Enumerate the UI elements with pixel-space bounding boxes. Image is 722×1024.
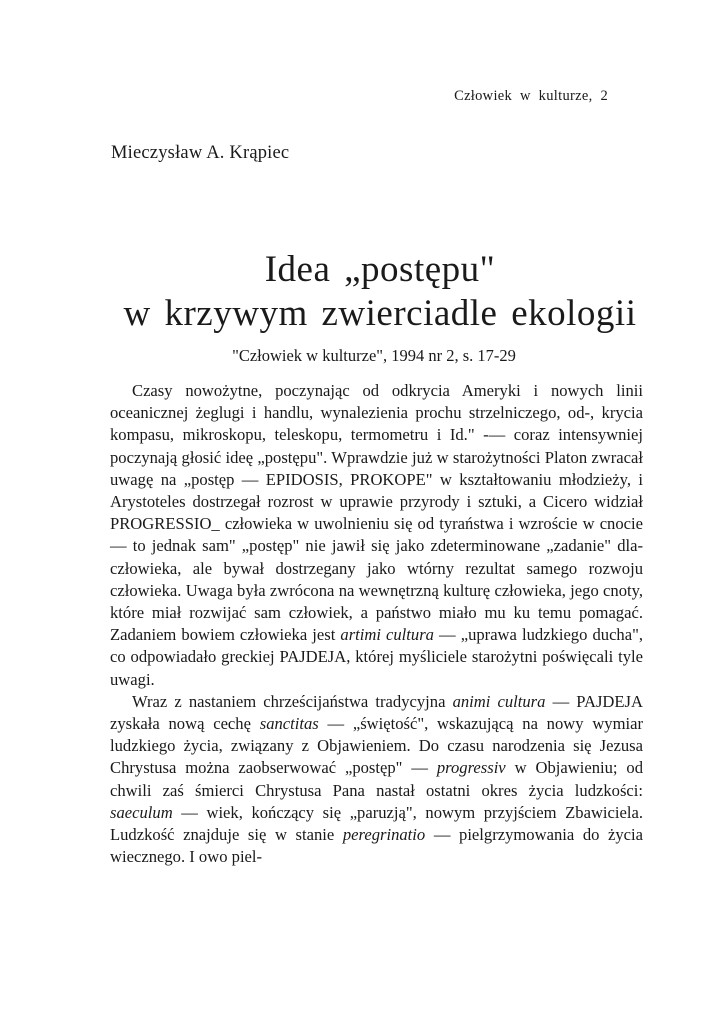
running-header: Człowiek w kulturze, 2 [454, 88, 608, 104]
p2-italic-3: progressiv [436, 758, 506, 778]
paragraph-1 [110, 380, 643, 691]
p2-italic-2: sanctitas [259, 714, 319, 734]
p2-text-4: w Objawieniu; od chwili zaś śmierci Chrystusa Pana nastał ostatni okres życia ludzkości: [110, 758, 643, 800]
p2-text-6: — pielgrzymowania do życia wiecznego. I owo piel- [110, 825, 644, 867]
p1-text-1: Czasy nowożytne, poczynając od odkrycia Ameryki i nowych linii oceanicznej żeglugi i handlu, wynalezienia prochu strzelniczego, od-, krycia kompasu, mikroskopu, teleskopu, termometru i Id." -— coraz intensywniej poczynają głosić ideę „postępu". Wprawdzie już w starożytności Platon zwracał uwagę na „postęp — EPIDOSIS, PROKOPE" w kształtowaniu młodzieży, i Arystoteles dostrzegał rozrost w uprawie przyrody i sztuki, a Cicero widział PROGRESSIO_ człowieka w uwolnieniu się od tyraństwa i wzroście w cnocie — to jednak sam" „postęp" nie jawił się jako zdeterminowane „zadanie" dla-człowieka, ale bywał dostrzegany jako wtórny rezultat samego rozwoju człowieka. Uwaga była zwrócona na wewnętrzną kulturę człowieka, jego cnoty, które miał rozwijać sam człowiek, a państwo miało mu ku temu pomagać. Zadaniem bowiem człowieka jest [110, 381, 643, 645]
title-line-2: w krzywym zwierciadle ekologii [123, 293, 637, 334]
p2-text-1: Wraz z nastaniem chrześcijaństwa tradycyjna [132, 691, 446, 711]
p2-italic-4: saeculum [110, 802, 173, 822]
article-title [60, 248, 700, 336]
author-name: Mieczysław A. Krąpiec [111, 143, 290, 163]
p2-italic-1: animi cultura [452, 691, 546, 711]
citation: "Człowiek w kulturze", 1994 nr 2, s. 17-29 [232, 346, 516, 365]
p1-text-2: — „uprawa ludzkiego ducha", co odpowiadało greckiej PAJDEJA, której myśliciele starożytni poświęcali tyle uwagi. [110, 625, 644, 689]
paragraph-2 [110, 691, 643, 869]
p2-italic-5: peregrinatio [342, 825, 426, 845]
p2-text-3: — „świętość", wskazującą na nowy wymiar ludzkiego życia, związany z Objawieniem. Do czasu narodzenia się Jezusa Chrystusa można zaobserwować „postęp" — [110, 714, 644, 778]
p1-italic-1: artimi cultura [340, 625, 434, 645]
article-body [110, 380, 643, 868]
p2-text-2: — PAJDEJA zyskała nową cechę [110, 691, 643, 734]
title-line-1: Idea „postępu" [264, 249, 496, 290]
p2-text-5: — wiek, kończący się „paruzją", nowym przyjściem Zbawiciela. Ludzkość znajduje się w stanie [110, 802, 643, 845]
